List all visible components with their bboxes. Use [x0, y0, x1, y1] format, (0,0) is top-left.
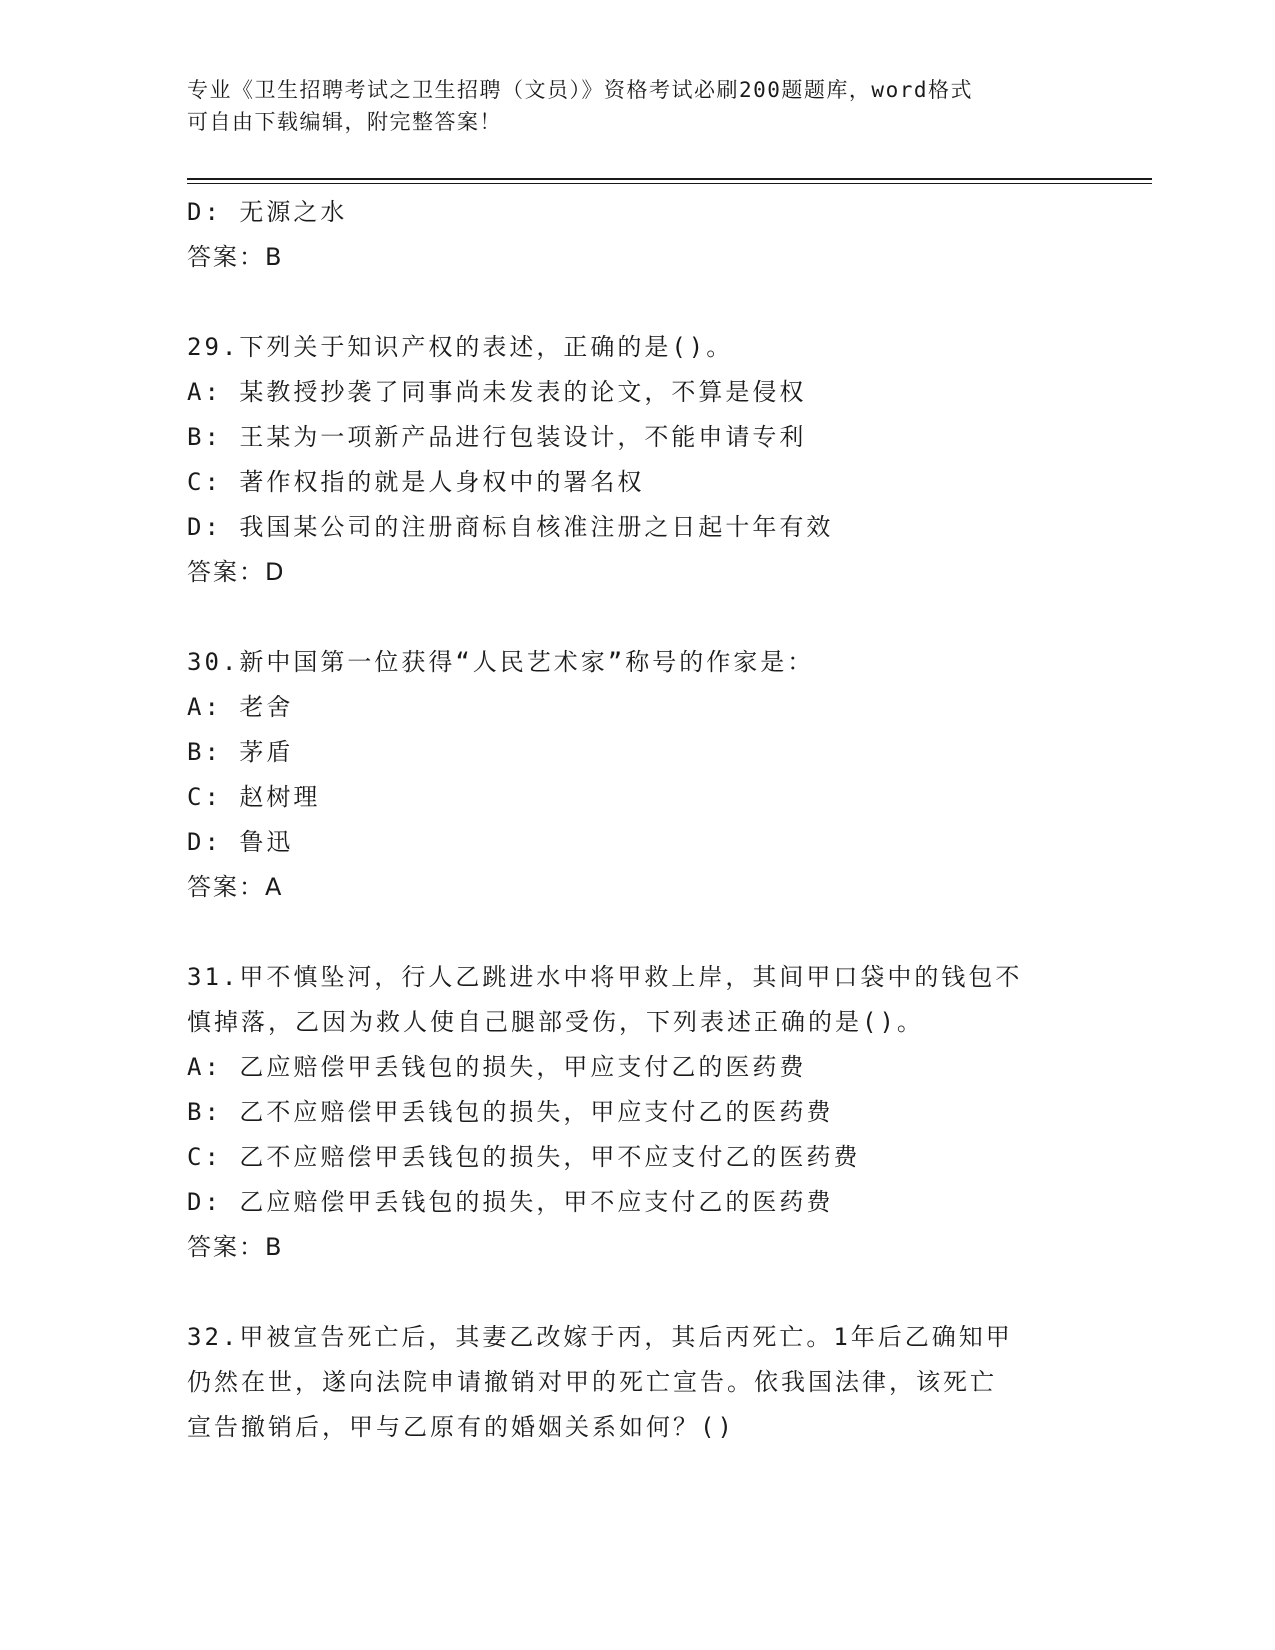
option-c: C: 赵树理: [187, 783, 321, 811]
question-block-29: [187, 325, 1087, 595]
question-content: [187, 190, 1087, 1450]
question-block-prev: [187, 190, 1087, 280]
option-a: A: 某教授抄袭了同事尚未发表的论文，不算是侵权: [187, 378, 807, 406]
question-stem-line-2: 慎掉落，乙因为救人使自己腿部受伤，下列表述正确的是()。: [187, 1008, 924, 1036]
question-block-32: [187, 1315, 1087, 1450]
option-a: A: 老舍: [187, 693, 294, 721]
option-d: D: 我国某公司的注册商标自核准注册之日起十年有效: [187, 513, 834, 541]
spacer: [187, 595, 1087, 640]
answer-line: 答案：B: [187, 1233, 284, 1261]
header-line-1: 专业《卫生招聘考试之卫生招聘（文员）》资格考试必刷200题题库，word格式: [187, 78, 973, 102]
header-line-2: 可自由下载编辑，附完整答案！: [187, 110, 502, 134]
option-d: D: 乙应赔偿甲丢钱包的损失，甲不应支付乙的医药费: [187, 1188, 834, 1216]
option-d: D: 鲁迅: [187, 828, 294, 856]
option-c: C: 著作权指的就是人身权中的署名权: [187, 468, 645, 496]
header-divider-thick: [187, 178, 1152, 180]
question-stem-line-3: 宣告撤销后，甲与乙原有的婚姻关系如何？(): [187, 1413, 735, 1441]
question-stem: 30.新中国第一位获得“人民艺术家”称号的作家是：: [187, 648, 815, 676]
question-stem-line-2: 仍然在世，遂向法院申请撤销对甲的死亡宣告。依我国法律，该死亡: [187, 1368, 997, 1396]
option-c: C: 乙不应赔偿甲丢钱包的损失，甲不应支付乙的医药费: [187, 1143, 861, 1171]
question-stem-line-1: 32.甲被宣告死亡后，其妻乙改嫁于丙，其后丙死亡。1年后乙确知甲: [187, 1323, 1013, 1351]
header-divider-thin: [187, 183, 1152, 184]
question-stem-line-1: 31.甲不慎坠河，行人乙跳进水中将甲救上岸，其间甲口袋中的钱包不: [187, 963, 1023, 991]
question-block-31: [187, 955, 1087, 1270]
option-a: A: 乙应赔偿甲丢钱包的损失，甲应支付乙的医药费: [187, 1053, 807, 1081]
spacer: [187, 1270, 1087, 1315]
answer-line: 答案：D: [187, 558, 286, 586]
spacer: [187, 280, 1087, 325]
question-block-30: [187, 640, 1087, 910]
spacer: [187, 910, 1087, 955]
document-header: [187, 74, 1067, 138]
answer-line: 答案：B: [187, 243, 284, 271]
option-d: D: 无源之水: [187, 198, 348, 226]
option-b: B: 王某为一项新产品进行包装设计，不能申请专利: [187, 423, 807, 451]
answer-line: 答案：A: [187, 873, 284, 901]
question-stem: 29.下列关于知识产权的表述，正确的是()。: [187, 333, 734, 361]
option-b: B: 茅盾: [187, 738, 294, 766]
option-b: B: 乙不应赔偿甲丢钱包的损失，甲应支付乙的医药费: [187, 1098, 834, 1126]
